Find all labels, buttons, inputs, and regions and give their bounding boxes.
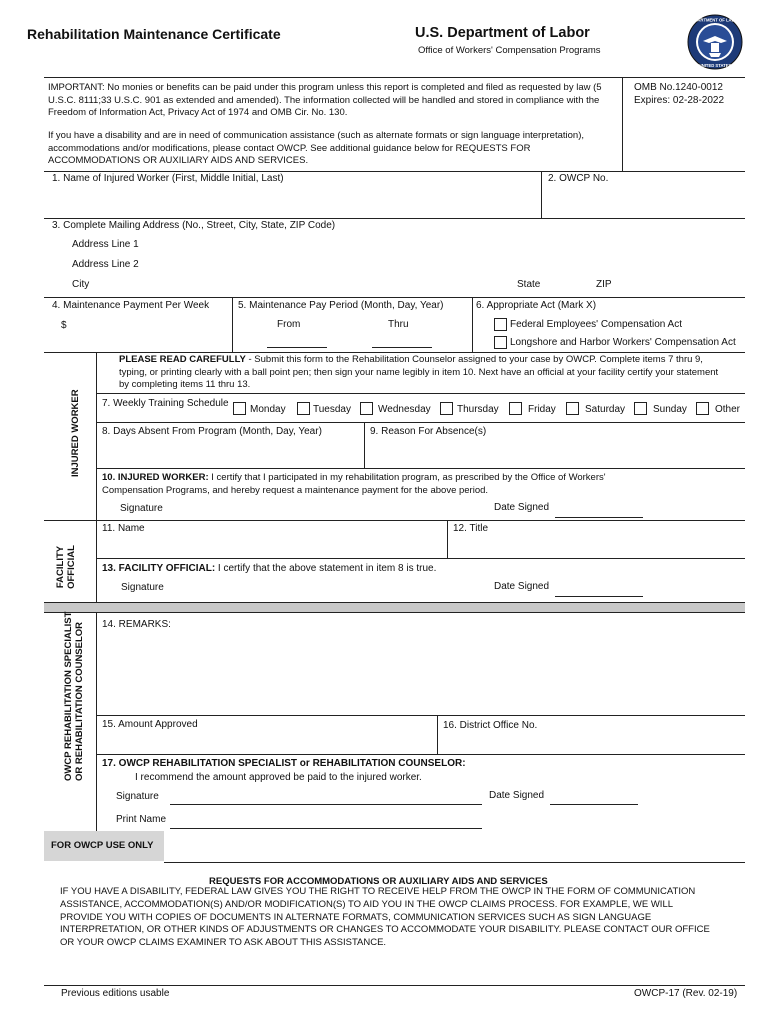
day-label-friday: Friday xyxy=(528,404,556,415)
field-4-label: 4. Maintenance Payment Per Week xyxy=(52,300,210,311)
agency-name: U.S. Department of Labor xyxy=(415,25,590,41)
owcp-date-signed-input[interactable] xyxy=(550,804,638,805)
day-checkbox-saturday[interactable] xyxy=(566,402,579,415)
thru-date-input[interactable] xyxy=(372,347,432,348)
owcp-date-signed-label: Date Signed xyxy=(489,790,545,801)
office-name: Office of Workers' Compensation Programs xyxy=(418,45,601,56)
field-10-certification: 10. INJURED WORKER: I certify that I participated in my rehabilitation program, as prescribed by the Office of Workers' Compensation Programs, and hereby request a maintenance payment for the above period. xyxy=(102,472,606,496)
reason-absence-input[interactable] xyxy=(365,438,745,467)
day-label-wednesday: Wednesday xyxy=(378,404,431,415)
dollar-sign: $ xyxy=(61,320,67,331)
owcp-counselor-section-label: OWCP REHABILITATION SPECIALIST OR REHABILITATION COUNSELOR xyxy=(63,611,85,781)
zip-label[interactable]: ZIP xyxy=(596,279,612,290)
thru-label: Thru xyxy=(388,319,409,330)
day-label-monday: Monday xyxy=(250,404,286,415)
field-12-label: 12. Title xyxy=(453,523,489,534)
field-17-recommendation: I recommend the amount approved be paid to the injured worker. xyxy=(135,772,422,783)
field-17-label: 17. OWCP REHABILITATION SPECIALIST or REHABILITATION COUNSELOR: xyxy=(102,758,466,769)
worker-signature-label: Signature xyxy=(120,503,163,514)
facility-signature-label: Signature xyxy=(121,582,164,593)
amount-approved-input[interactable] xyxy=(97,731,436,753)
footer-editions: Previous editions usable xyxy=(61,988,170,999)
from-date-input[interactable] xyxy=(267,347,327,348)
field-3-label: 3. Complete Mailing Address (No., Street, City, State, ZIP Code) xyxy=(52,220,336,231)
omb-expires: Expires: 02-28-2022 xyxy=(634,95,725,106)
city-label[interactable]: City xyxy=(72,279,90,290)
feca-checkbox[interactable] xyxy=(494,318,507,331)
facility-title-input[interactable] xyxy=(448,535,745,557)
field-13-certification: 13. FACILITY OFFICIAL: I certify that the above statement in item 8 is true. xyxy=(102,563,437,574)
day-label-saturday: Saturday xyxy=(585,404,626,415)
facility-name-input[interactable] xyxy=(97,535,447,557)
field-16-label: 16. District Office No. xyxy=(443,720,538,731)
field-14-label: 14. REMARKS: xyxy=(102,619,171,630)
field-5-label: 5. Maintenance Pay Period (Month, Day, Year) xyxy=(238,300,444,311)
field-7-label: 7. Weekly Training Schedule xyxy=(102,398,229,409)
day-checkbox-other[interactable] xyxy=(696,402,709,415)
days-absent-input[interactable] xyxy=(97,438,363,467)
important-notice: IMPORTANT: No monies or benefits can be paid under this program unless this report is completed and filed as requested by law (5 U.S.C. 8111;33 U.S.C. 901 as extended and amended). The information collected will be handled and stored in compliance with the Freedom of Information Act, Privacy Act of 1974 and OMB Cir. No. 130. xyxy=(48,82,602,118)
remarks-input[interactable] xyxy=(97,632,745,714)
longshore-label: Longshore and Harbor Workers' Compensation Act xyxy=(510,337,736,348)
address-line-2-label[interactable]: Address Line 2 xyxy=(72,259,139,270)
field-15-label: 15. Amount Approved xyxy=(102,719,198,730)
day-checkbox-thursday[interactable] xyxy=(440,402,453,415)
accommodations-body: IF YOU HAVE A DISABILITY, FEDERAL LAW GIVES YOU THE RIGHT TO RECEIVE HELP FROM THE OWCP IN THE FORM OF COMMUNICATION ASSISTANCE, ACCOMMODATION(S) AND/OR MODIFICATION(S) TO AID YOU IN THE OWCP CLAIMS PROCESS. FOR EXAMPLE, WE WILL PROVIDE YOU WITH COPIES OF DOCUMENTS IN ALTERNATE FORMATS, COMMUNICATION SERVICES SUCH AS SIGN LANGUAGE INTERPRETATION, OR OTHER KINDS OF ADJUSTMENTS OR CHANGES TO ACCOMMODATE YOUR DISABILITY. PLEASE CONTACT OUR OFFICE OR YOUR OWCP CLAIMS EXAMINER TO ASK ABOUT THIS ASSISTANCE. xyxy=(60,886,710,949)
day-checkbox-monday[interactable] xyxy=(233,402,246,415)
svg-text:DEPARTMENT OF LABOR: DEPARTMENT OF LABOR xyxy=(689,17,741,23)
payment-per-week-input[interactable] xyxy=(70,314,228,332)
worker-date-signed-input[interactable] xyxy=(555,517,643,518)
state-label[interactable]: State xyxy=(517,279,541,290)
injured-worker-name-input[interactable] xyxy=(44,185,541,218)
day-checkbox-tuesday[interactable] xyxy=(297,402,310,415)
feca-label: Federal Employees' Compensation Act xyxy=(510,319,682,330)
form-title: Rehabilitation Maintenance Certificate xyxy=(27,26,281,42)
field-2-label: 2. OWCP No. xyxy=(548,173,609,184)
print-name-label: Print Name xyxy=(116,814,167,825)
owcp-signature-input[interactable] xyxy=(170,804,482,805)
owcp-signature-label: Signature xyxy=(116,791,159,802)
address-line-1-label[interactable]: Address Line 1 xyxy=(72,239,139,250)
facility-date-signed-label: Date Signed xyxy=(494,581,550,592)
svg-text:UNITED STATES: UNITED STATES xyxy=(698,63,732,68)
disability-notice: If you have a disability and are in need of communication assistance (such as alternate formats or sign language interpretation), accommodations and/or modifications, please contact OWCP. See additional guidance below for REQUESTS FOR ACCOMMODATIONS OR AUXILIARY AIDS AND SERVICES. xyxy=(48,130,584,166)
day-checkbox-sunday[interactable] xyxy=(634,402,647,415)
district-office-input[interactable] xyxy=(438,731,745,753)
field-9-label: 9. Reason For Absence(s) xyxy=(370,426,487,437)
owcp-use-only-label: FOR OWCP USE ONLY xyxy=(51,840,154,851)
day-label-thursday: Thursday xyxy=(457,404,499,415)
footer-form-number: OWCP-17 (Rev. 02-19) xyxy=(634,988,738,999)
field-1-label: 1. Name of Injured Worker (First, Middle Initial, Last) xyxy=(52,173,284,184)
owcp-number-input[interactable] xyxy=(542,185,745,218)
day-label-other: Other xyxy=(715,404,741,415)
day-label-tuesday: Tuesday xyxy=(313,404,351,415)
section-divider-band xyxy=(44,602,745,613)
field-6-label: 6. Appropriate Act (Mark X) xyxy=(476,300,597,311)
omb-number: OMB No.1240-0012 xyxy=(634,82,723,93)
day-checkbox-friday[interactable] xyxy=(509,402,522,415)
day-label-sunday: Sunday xyxy=(653,404,687,415)
longshore-checkbox[interactable] xyxy=(494,336,507,349)
facility-date-signed-input[interactable] xyxy=(555,596,643,597)
field-8-label: 8. Days Absent From Program (Month, Day, Year) xyxy=(102,426,322,437)
from-label: From xyxy=(277,319,301,330)
day-checkbox-wednesday[interactable] xyxy=(360,402,373,415)
instructions-text: PLEASE READ CAREFULLY - Submit this form to the Rehabilitation Counselor assigned to your case by OWCP. Complete items 7 thru 9, typing, or printing clearly with a ball point pen; then sign your name legibly in item 10. Next have an official at your facility certify your statement by completing items 11 thru 13. xyxy=(119,354,719,390)
print-name-input[interactable] xyxy=(170,828,482,829)
accommodations-title: REQUESTS FOR ACCOMMODATIONS OR AUXILIARY AIDS AND SERVICES xyxy=(209,876,548,887)
facility-official-section-label: FACILITY OFFICIAL xyxy=(55,545,77,589)
field-11-label: 11. Name xyxy=(102,523,145,534)
worker-date-signed-label: Date Signed xyxy=(494,502,550,513)
injured-worker-section-label: INJURED WORKER xyxy=(70,389,81,477)
dol-seal-logo xyxy=(687,14,743,70)
